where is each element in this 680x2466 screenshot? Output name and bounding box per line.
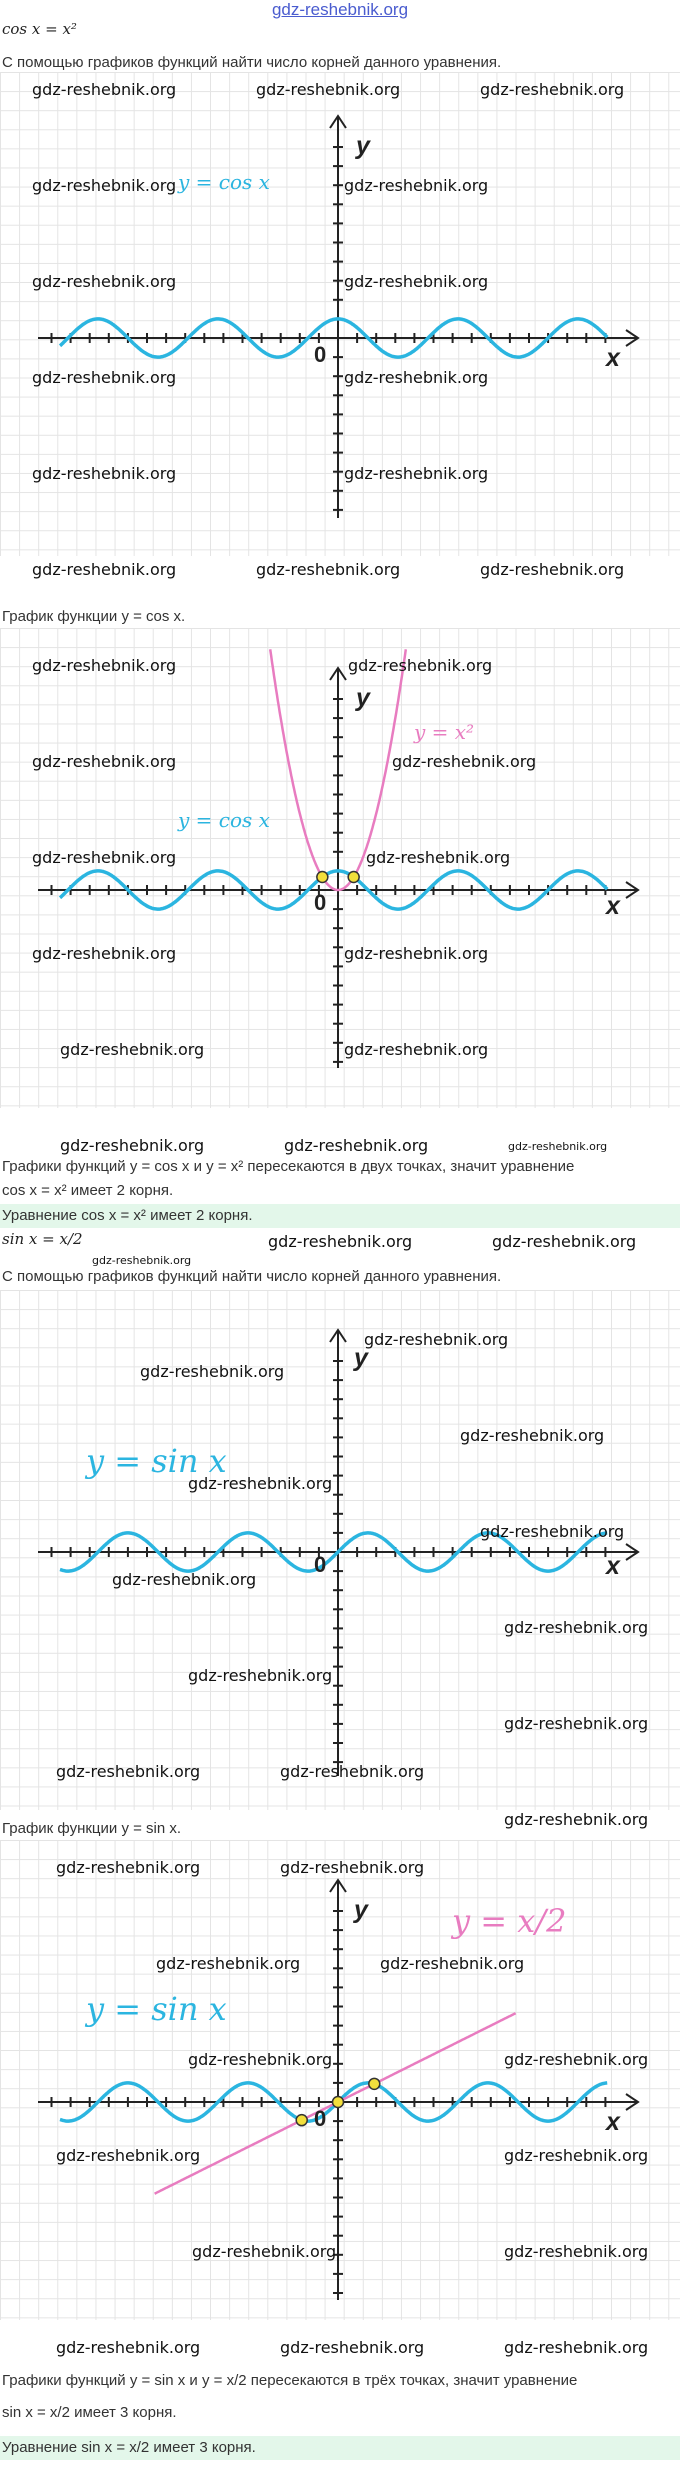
watermark: gdz-reshebnik.org: [32, 848, 177, 867]
problem2-answer: Уравнение sin x = x/2 имеет 3 корня.: [0, 2436, 680, 2460]
origin-label-3: 0: [314, 1552, 327, 1577]
watermark: gdz-reshebnik.org: [60, 1136, 205, 1155]
x-axis-label-4: x: [606, 2108, 620, 2136]
watermark: gdz-reshebnik.org: [60, 1040, 205, 1059]
watermark: gdz-reshebnik.org: [188, 1666, 333, 1685]
watermark: gdz-reshebnik.org: [112, 1570, 257, 1589]
watermark: gdz-reshebnik.org: [140, 1362, 285, 1381]
watermark: gdz-reshebnik.org: [380, 1954, 525, 1973]
watermark: gdz-reshebnik.org: [504, 2146, 649, 2165]
intersection-point: [296, 2115, 307, 2126]
problem2-instruction: С помощью графиков функций найти число корней данного уравнения.: [2, 1268, 502, 1285]
y-axis-label: y: [356, 132, 370, 160]
graph-cos-svg: [0, 72, 680, 556]
x-axis-label: x: [606, 344, 620, 372]
y-axis-label-3: y: [354, 1344, 368, 1372]
intersection-point: [333, 2097, 344, 2108]
watermark: gdz-reshebnik.org: [32, 368, 177, 387]
x-axis-label-3: x: [606, 1552, 620, 1580]
site-logo[interactable]: gdz-reshebnik.org: [271, 0, 409, 19]
watermark: gdz-reshebnik.org: [188, 2050, 333, 2069]
x-axis-label-2: x: [606, 892, 620, 920]
graph-cos-square-svg: [0, 628, 680, 1108]
intersection-point: [348, 872, 359, 883]
problem1-conclusion-line1: Графики функций y = cos x и y = x² пересекаются в двух точках, значит уравнение: [2, 1158, 575, 1175]
watermark: gdz-reshebnik.org: [344, 944, 489, 963]
problem2-equation: sin x = x/2: [2, 1230, 83, 1248]
watermark: gdz-reshebnik.org: [344, 368, 489, 387]
watermark: gdz-reshebnik.org: [192, 2242, 337, 2261]
watermark: gdz-reshebnik.org: [504, 1714, 649, 1733]
watermark: gdz-reshebnik.org: [92, 1254, 192, 1267]
origin-label: 0: [314, 342, 327, 367]
watermark: gdz-reshebnik.org: [504, 1618, 649, 1637]
problem1-answer: Уравнение cos x = x² имеет 2 корня.: [0, 1204, 680, 1228]
watermark: gdz-reshebnik.org: [392, 752, 537, 771]
problem2-conclusion-line1: Графики функций y = sin x и y = x/2 пересекаются в трёх точках, значит уравнение: [2, 2372, 578, 2389]
watermark: gdz-reshebnik.org: [280, 1762, 425, 1781]
watermark: gdz-reshebnik.org: [504, 2050, 649, 2069]
watermark: gdz-reshebnik.org: [280, 2338, 425, 2357]
watermark: gdz-reshebnik.org: [344, 176, 489, 195]
watermark: gdz-reshebnik.org: [188, 1474, 333, 1493]
intersection-point: [317, 872, 328, 883]
watermark: gdz-reshebnik.org: [32, 272, 177, 291]
square-curve-label: y = x²: [414, 720, 475, 744]
sin-curve-label-2: y = sin x: [86, 1990, 227, 2028]
line-curve-label: y = x/2: [452, 1902, 567, 1940]
graph-cos: [0, 72, 680, 556]
sin-curve-label: y = sin x: [86, 1442, 227, 1480]
cos-curve-label: y = cos x: [178, 170, 270, 194]
y-axis-label-2: y: [356, 684, 370, 712]
problem2-graph1-caption: График функции y = sin x.: [2, 1820, 182, 1837]
watermark: gdz-reshebnik.org: [460, 1426, 605, 1445]
watermark: gdz-reshebnik.org: [364, 1330, 509, 1349]
watermark: gdz-reshebnik.org: [504, 2242, 649, 2261]
watermark: gdz-reshebnik.org: [32, 80, 177, 99]
watermark: gdz-reshebnik.org: [56, 1858, 201, 1877]
problem2-conclusion-line2: sin x = x/2 имеет 3 корня.: [2, 2404, 177, 2421]
watermark: gdz-reshebnik.org: [32, 656, 177, 675]
intersection-point: [369, 2078, 380, 2089]
origin-label-2: 0: [314, 890, 327, 915]
watermark: gdz-reshebnik.org: [56, 2146, 201, 2165]
watermark: gdz-reshebnik.org: [344, 464, 489, 483]
watermark: gdz-reshebnik.org: [480, 560, 625, 579]
cos-curve-label-2: y = cos x: [178, 808, 270, 832]
watermark: gdz-reshebnik.org: [504, 2338, 649, 2357]
watermark: gdz-reshebnik.org: [492, 1232, 637, 1251]
problem1-graph1-caption: График функции y = cos x.: [2, 608, 186, 625]
watermark: gdz-reshebnik.org: [344, 272, 489, 291]
watermark: gdz-reshebnik.org: [56, 1762, 201, 1781]
watermark: gdz-reshebnik.org: [504, 1810, 649, 1829]
watermark: gdz-reshebnik.org: [32, 176, 177, 195]
watermark: gdz-reshebnik.org: [32, 944, 177, 963]
watermark: gdz-reshebnik.org: [156, 1954, 301, 1973]
watermark: gdz-reshebnik.org: [256, 80, 401, 99]
graph-cos-and-square: [0, 628, 680, 1108]
watermark: gdz-reshebnik.org: [508, 1140, 608, 1153]
watermark: gdz-reshebnik.org: [32, 560, 177, 579]
y-axis-label-4: y: [354, 1896, 368, 1924]
watermark: gdz-reshebnik.org: [280, 1858, 425, 1877]
watermark: gdz-reshebnik.org: [268, 1232, 413, 1251]
problem1-conclusion-line2: cos x = x² имеет 2 корня.: [2, 1182, 174, 1199]
origin-label-4: 0: [314, 2106, 327, 2131]
watermark: gdz-reshebnik.org: [284, 1136, 429, 1155]
watermark: gdz-reshebnik.org: [344, 1040, 489, 1059]
problem1-instruction: С помощью графиков функций найти число корней данного уравнения.: [2, 54, 502, 71]
watermark: gdz-reshebnik.org: [348, 656, 493, 675]
watermark: gdz-reshebnik.org: [32, 464, 177, 483]
watermark: gdz-reshebnik.org: [480, 1522, 625, 1541]
watermark: gdz-reshebnik.org: [366, 848, 511, 867]
watermark: gdz-reshebnik.org: [56, 2338, 201, 2357]
watermark: gdz-reshebnik.org: [256, 560, 401, 579]
problem1-equation: cos x = x²: [2, 20, 77, 38]
watermark: gdz-reshebnik.org: [32, 752, 177, 771]
watermark: gdz-reshebnik.org: [480, 80, 625, 99]
